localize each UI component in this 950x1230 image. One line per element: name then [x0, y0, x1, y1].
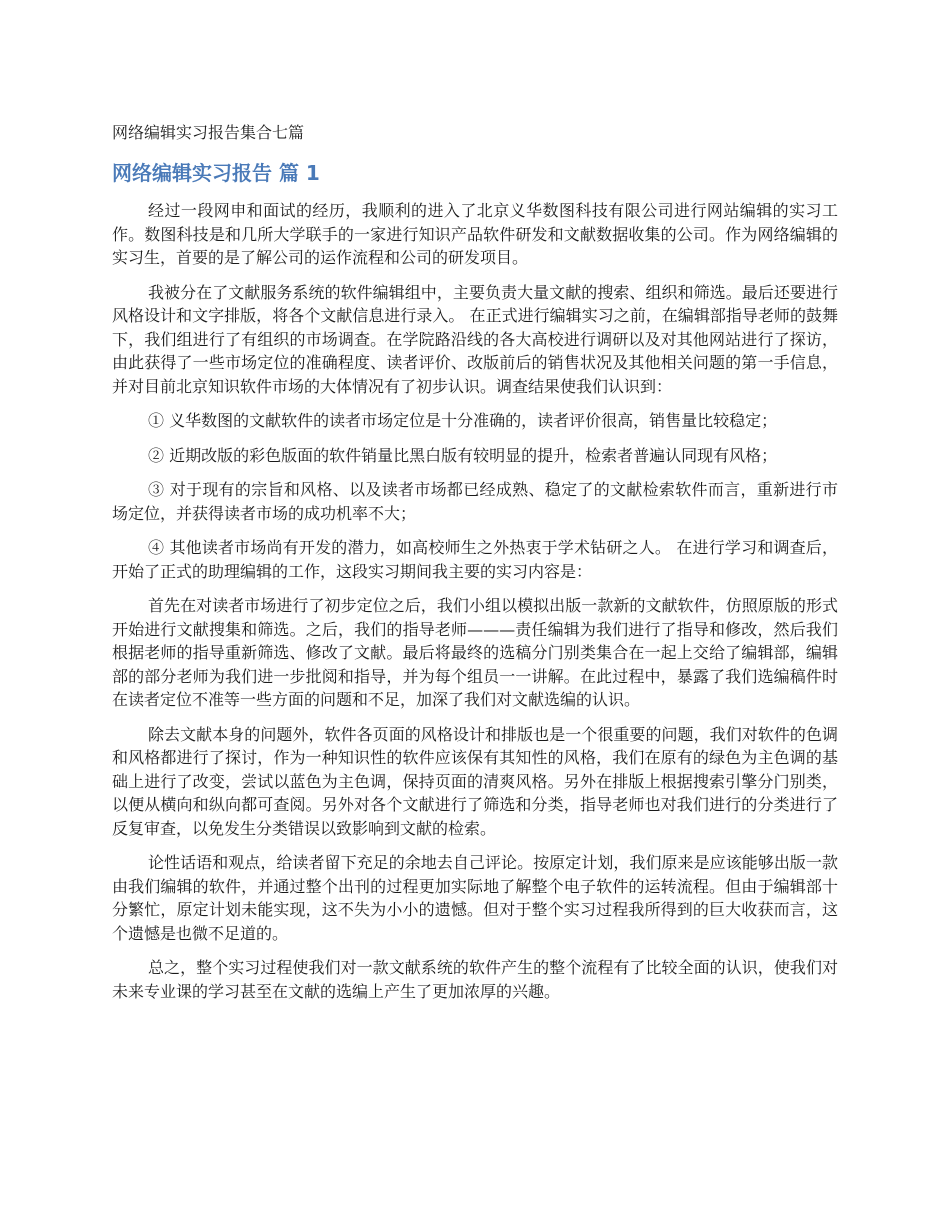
list-paragraph: ③ 对于现有的宗旨和风格、以及读者市场都已经成熟、稳定了的文献检索软件而言，重新进行市场定位，并获得读者市场的成功机率不大； — [112, 480, 838, 523]
paragraph: 论性话语和观点，给读者留下充足的余地去自己评论。按原定计划，我们原来是应该能够出版一款由我们编辑的软件，并通过整个出刊的过程更加实际地了解整个电子软件的运转流程。但由于编辑部十分繁忙，原定计划未能实现，这不失为小小的遗憾。但对于整个实习过程我所得到的巨大收获而言，这个遗憾是也微不足道的。 — [112, 853, 838, 943]
paragraph: 总之，整个实习过程使我们对一款文献系统的软件产生的整个流程有了比较全面的认识，使我们对未来专业课的学习甚至在文献的选编上产生了更加浓厚的兴趣。 — [112, 958, 838, 1001]
document-body — [112, 121, 838, 1014]
document-title: 网络编辑实习报告集合七篇 — [112, 123, 305, 142]
list-paragraph: ② 近期改版的彩色版面的软件销量比黑白版有较明显的提升，检索者普遍认同现有风格； — [148, 445, 778, 465]
paragraph: 除去文献本身的问题外，软件各页面的风格设计和排版也是一个很重要的问题，我们对软件的色调和风格都进行了探讨，作为一种知识性的软件应该保有其知性的风格，我们在原有的绿色为主色调的基础上进行了改变，尝试以蓝色为主色调，保持页面的清爽风格。另外在排版上根据搜索引擎分门别类，以便从横向和纵向都可查阅。另外对各个文献进行了筛选和分类，指导老师也对我们进行的分类进行了反复审查，以免发生分类错误以致影响到文献的检索。 — [112, 724, 838, 838]
section-heading: 网络编辑实习报告 篇 1 — [112, 161, 320, 185]
list-paragraph: ④ 其他读者市场尚有开发的潜力，如高校师生之外热衷于学术钻研之人。 在进行学习和调查后，开始了正式的助理编辑的工作，这段实习期间我主要的实习内容是： — [112, 538, 838, 581]
paragraph: 首先在对读者市场进行了初步定位之后，我们小组以模拟出版一款新的文献软件，仿照原版的形式开始进行文献搜集和筛选。之后，我们的指导老师———责任编辑为我们进行了指导和修改，然后我们根据老师的指导重新筛选、修改了文献。最后将最终的选稿分门别类集合在一起上交给了编辑部，编辑部的部分老师为我们进一步批阅和指导，并为每个组员一一讲解。在此过程中，暴露了我们选编稿件时在读者定位不准等一些方面的问题和不足，加深了我们对文献选编的认识。 — [112, 596, 838, 709]
paragraph: 我被分在了文献服务系统的软件编辑组中，主要负责大量文献的搜索、组织和筛选。最后还要进行风格设计和文字排版，将各个文献信息进行录入。 在正式进行编辑实习之前，在编辑部指导老师的鼓舞下，我们组进行了有组织的市场调查。在学院路沿线的各大高校进行调研以及对其他网站进行了探访，由此获得了一些市场定位的准确程度、读者评价、改版前后的销售状况及其他相关问题的第一手信息，并对目前北京知识软件市场的大体情况有了初步认识。调查结果使我们认识到： — [112, 282, 838, 396]
list-paragraph: ① 义华数图的文献软件的读者市场定位是十分准确的，读者评价很高，销售量比较稳定； — [148, 411, 778, 430]
paragraph: 经过一段网申和面试的经历，我顺利的进入了北京义华数图科技有限公司进行网站编辑的实习工作。数图科技是和几所大学联手的一家进行知识产品软件研发和文献数据收集的公司。作为网络编辑的实习生，首要的是了解公司的运作流程和公司的研发项目。 — [112, 201, 838, 267]
